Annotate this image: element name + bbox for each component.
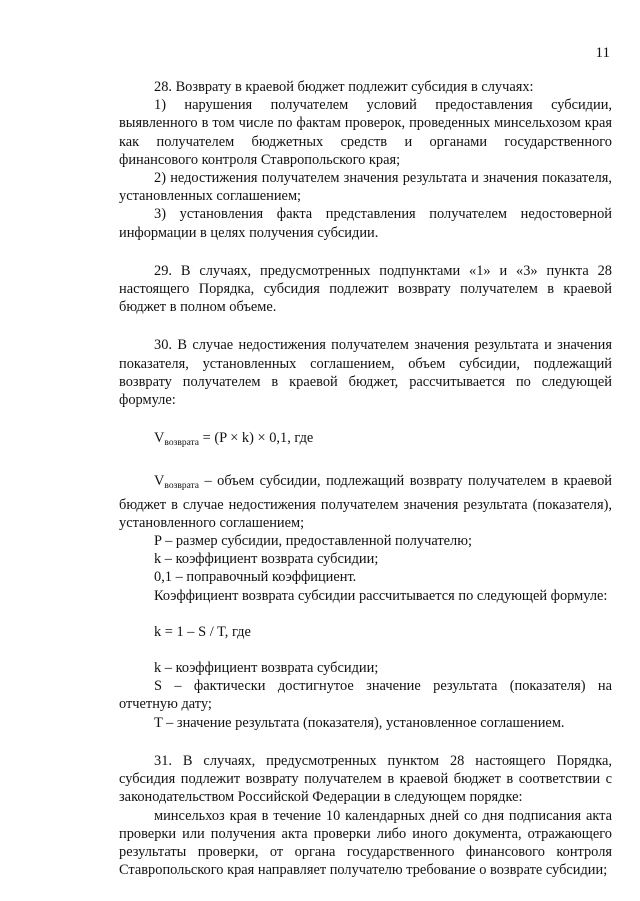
formula-symbol-v: V xyxy=(154,430,165,447)
paragraph-28-intro: 28. Возврату в краевой бюджет подлежит субсидия в случаях: xyxy=(154,79,534,95)
paragraph-29: 29. В случаях, предусмотренных подпунктами «1» и «3» пункта 28 настоящего Порядка, субсидия подлежит возврату получателем в краевой бюджет в полном объеме. xyxy=(119,262,612,316)
paragraph-28-item-3: 3) установления факта представления получателем недостоверной информации в целях получения субсидии. xyxy=(119,206,612,241)
paragraph-31-text: минсельхоз края в течение 10 календарных дней со дня подписания акта проверки или получения акта проверки либо иного документа, отражающего результаты проверки, от органа государственного финансового контроля Ставропольского края направляет получателю требование о возврате субсидии; xyxy=(119,807,612,879)
formula-coefficient: k = 1 – S / T, где xyxy=(154,623,251,640)
definition-correction: 0,1 – поправочный коэффициент. xyxy=(154,569,357,586)
paragraph-28-item-1: 1) нарушения получателем условий предоставления субсидии, выявленного в том числе по фактам проверок, проведенных минсельхозом края как получателем бюджетных средств и органами государственного финансового контроля Ставропольского края; xyxy=(119,97,612,168)
definition2-t: T – значение результата (показателя), установленное соглашением. xyxy=(154,714,565,731)
paragraph-30-intro: 30. В случае недостижения получателем значения результата и значения показателя, установленных соглашением, объем субсидии, подлежащий возврату получателем в краевой бюджет, рассчитывается по следующей формуле: xyxy=(119,337,612,409)
definition2-s: S – фактически достигнутое значение результата (показателя) на отчетную дату; xyxy=(119,678,612,713)
definition-text: – объем субсидии, подлежащий возврату получателем в краевой бюджет в случае недостижения получателем значения результата (показателя), установленного соглашением; xyxy=(119,473,612,531)
definition-p: P – размер субсидии, предоставленной получателю; xyxy=(154,533,472,550)
paragraph-31-intro: 31. В случаях, предусмотренных пунктом 28 настоящего Порядка, субсидия подлежит возврату получателем в краевой бюджет в соответствии с законодательством Российской Федерации в следующем порядке: xyxy=(119,752,612,806)
coefficient-intro: Коэффициент возврата субсидии рассчитывается по следующей формуле: xyxy=(154,587,608,604)
formula-return-volume xyxy=(119,429,612,452)
definition-symbol-v: V xyxy=(154,473,165,490)
formula-expression: = (P × k) × 0,1, где xyxy=(199,430,314,447)
definition2-k: k – коэффициент возврата субсидии; xyxy=(154,660,379,677)
formula-subscript: возврата xyxy=(164,438,200,449)
definition-k: k – коэффициент возврата субсидии; xyxy=(154,551,379,568)
paragraph-28-item-2: 2) недостижения получателем значения результата и значения показателя, установленных соглашением; xyxy=(119,170,612,205)
definition-v-return xyxy=(119,472,612,532)
page-number: 11 xyxy=(595,45,610,61)
definition-subscript: возврата xyxy=(164,481,200,492)
document-body xyxy=(119,78,612,879)
